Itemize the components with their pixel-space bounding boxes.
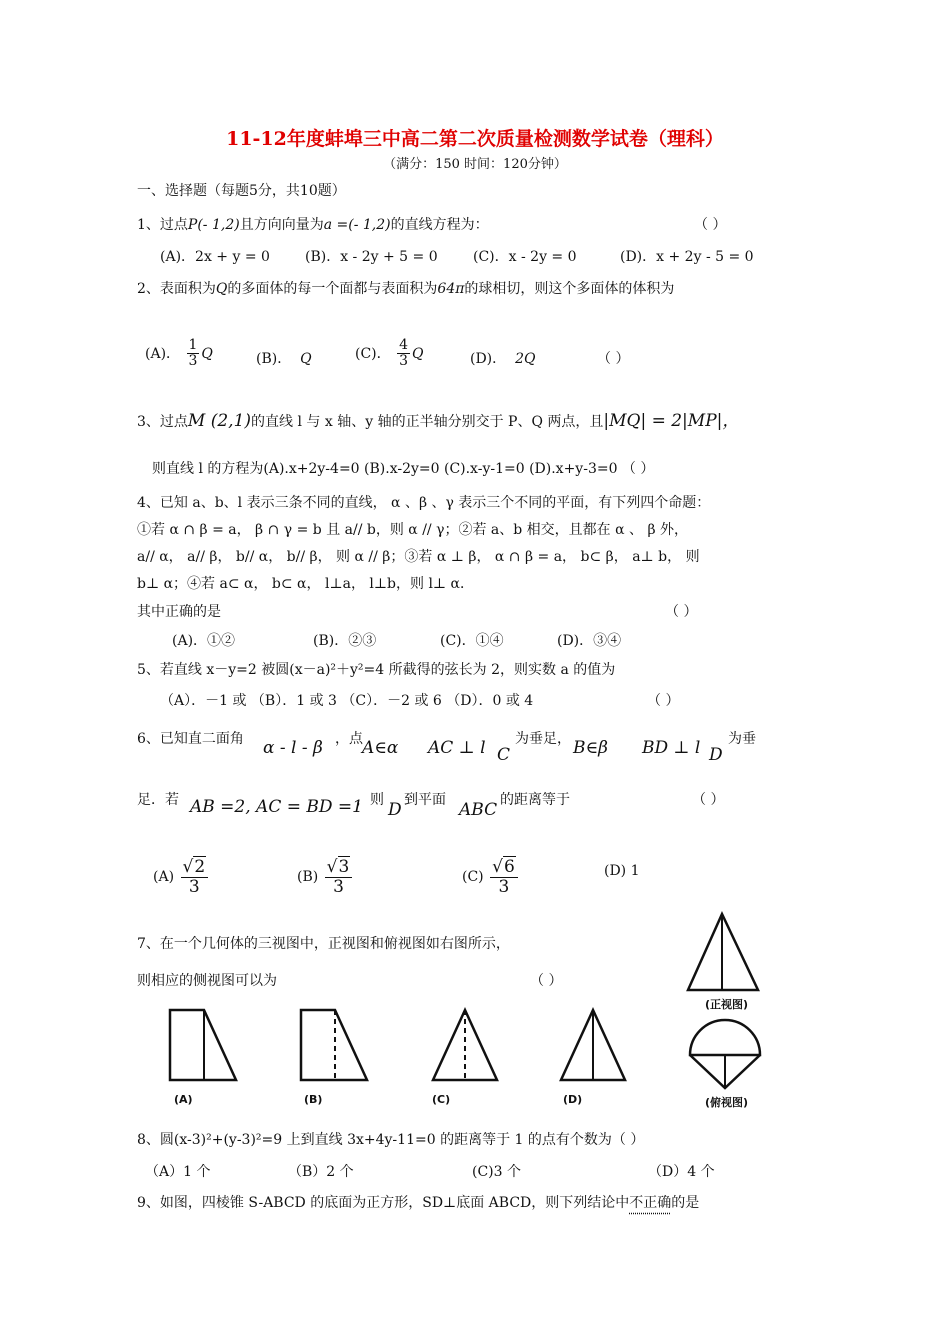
question-4-prompt: 其中正确的是 <box>137 604 221 620</box>
option-c: (C)． $\frac{4}{3}$ Q <box>355 337 424 370</box>
math-b-in-beta: B∈β <box>573 738 608 758</box>
question-4-line-4: b⊥ α；④若 a⊂ α， b⊂ α， l⊥a， l⊥b，则 l⊥ α． <box>137 576 475 592</box>
option-c: (C)．①④ <box>440 633 504 649</box>
option-d-label: (D) <box>563 1093 583 1106</box>
top-view-label: (俯视图) <box>705 1096 749 1109</box>
text-fragment: ，点 <box>335 731 363 747</box>
option-a: (A)．2x + y = 0 <box>160 249 270 265</box>
question-4-line-3: a// α， a// β， b// α， b// β， 则 α // β；③若 α ⊥ β， α ∩ β = a， b⊂ β， a⊥ b， 则 <box>137 549 700 565</box>
front-view-label: (正视图) <box>705 998 749 1011</box>
option-a: （A）1 个 <box>145 1164 211 1180</box>
option-d: (D)． 2Q <box>470 351 536 367</box>
side-view-option-b <box>299 1008 371 1082</box>
option-b: (B) $\frac{√3}{3}$ <box>297 858 354 896</box>
page-title: 11-12年度蚌埠三中高二第二次质量检测数学试卷（理科） <box>226 128 724 150</box>
section-heading: 一、选择题（每题5分，共10题） <box>137 183 346 199</box>
text-fragment: 到平面 <box>404 792 446 808</box>
question-2-stem: 2、表面积为Q的多面体的每一个面都与表面积为64π的球相切，则这个多面体的体积为 <box>137 281 675 297</box>
text-fragment: 为垂 <box>728 731 756 747</box>
side-view-option-c <box>431 1008 503 1082</box>
option-c-label: (C) <box>432 1093 451 1106</box>
math-given-lengths: AB =2, AC = BD =1 <box>190 797 363 817</box>
question-5-stem: 5、若直线 x－y=2 被圆(x－a)²＋y²=4 所截得的弦长为 2，则实数 a 的值为 <box>137 662 616 678</box>
question-1-stem: 1、过点P(- 1,2)且方向向量为a =(- 1,2)的直线方程为： <box>137 217 489 233</box>
text-fragment: ，则 <box>356 792 384 808</box>
side-view-option-d <box>559 1008 631 1082</box>
option-b: （B）2 个 <box>288 1164 354 1180</box>
dihedral-angle: α - l - β <box>263 738 323 758</box>
text-fragment: 为垂足， <box>515 731 571 747</box>
answer-bracket: （ ） <box>597 351 630 367</box>
top-view-figure <box>686 1018 766 1090</box>
answer-bracket: （ ） <box>694 217 727 233</box>
math-abc: ABC <box>459 800 498 820</box>
option-c: (C)3 个 <box>472 1164 521 1180</box>
option-c: (C) $\frac{√6}{3}$ <box>462 858 520 896</box>
math-bd-perp-l: BD ⊥ l <box>642 738 701 758</box>
text-fragment: 足．若 <box>137 792 179 808</box>
answer-bracket: （ ） <box>692 792 725 808</box>
question-6-line-1: 6、已知直二面角 <box>137 731 244 747</box>
question-8-stem: 8、圆(x-3)²+(y-3)²=9 上到直线 3x+4y-11=0 的距离等于 1 的点有个数为（ ） <box>137 1132 645 1148</box>
option-d: (D)．x + 2y - 5 = 0 <box>620 249 754 265</box>
side-view-option-a <box>168 1008 240 1082</box>
option-d: (D) 1 <box>604 863 640 879</box>
option-a: (A)．①② <box>172 633 236 649</box>
answer-bracket: （ ） <box>530 973 563 989</box>
option-c: (C)．x - 2y = 0 <box>473 249 577 265</box>
option-d: （D）4 个 <box>648 1164 715 1180</box>
option-a-label: (A) <box>174 1093 193 1106</box>
question-4-line-1: 4、已知 a、b、l 表示三条不同的直线， α 、β 、γ 表示三个不同的平面，有下列四个命题： <box>137 495 711 511</box>
answer-bracket: （ ） <box>665 604 698 620</box>
question-3-stem: 3、过点M (2,1)的直线 l 与 x 轴、y 轴的正半轴分别交于 P、Q 两点，且|MQ| = 2|MP|， <box>137 411 740 431</box>
math-a-in-alpha: A∈α <box>362 738 399 758</box>
option-d: (D)．③④ <box>557 633 622 649</box>
exam-info: （满分：150 时间：120分钟） <box>383 157 567 172</box>
text-fragment: 的距离等于 <box>500 792 570 808</box>
answer-bracket: （ ） <box>647 693 680 709</box>
question-4-line-2: ①若 α ∩ β = a， β ∩ γ = b 且 a// b，则 α // γ；②若 a、b 相交，且都在 α 、 β 外， <box>137 522 688 538</box>
math-c: C <box>497 745 511 765</box>
question-5-options: （A）．－1 或 （B）．1 或 3 （C）．－2 或 6 （D）．0 或 4 <box>160 693 534 709</box>
question-3-options: 则直线 l 的方程为(A).x+2y-4=0 (B).x-2y=0 (C).x-y-1=0 (D).x+y-3=0 （ ） <box>152 461 655 477</box>
option-b-label: (B) <box>304 1093 323 1106</box>
question-2-options: (A)． $\frac{1}{3}$ Q <box>145 337 213 370</box>
question-7-line-1: 7、在一个几何体的三视图中，正视图和俯视图如右图所示， <box>137 936 510 952</box>
front-view-figure <box>685 912 765 994</box>
option-a: (A) $\frac{√2}{3}$ <box>153 858 210 896</box>
math-d: D <box>709 745 723 765</box>
question-7-line-2: 则相应的侧视图可以为 <box>137 973 277 989</box>
option-b: (B)．x - 2y + 5 = 0 <box>305 249 438 265</box>
option-b: (B)．②③ <box>313 633 377 649</box>
question-9-stem: 9、如图，四棱锥 S-ABCD 的底面为正方形，SD⊥底面 ABCD，则下列结论中不正确的是 <box>137 1195 700 1211</box>
math-ac-perp-l: AC ⊥ l <box>428 738 486 758</box>
option-b: (B)． Q <box>256 351 312 367</box>
math-d: D <box>388 800 402 820</box>
